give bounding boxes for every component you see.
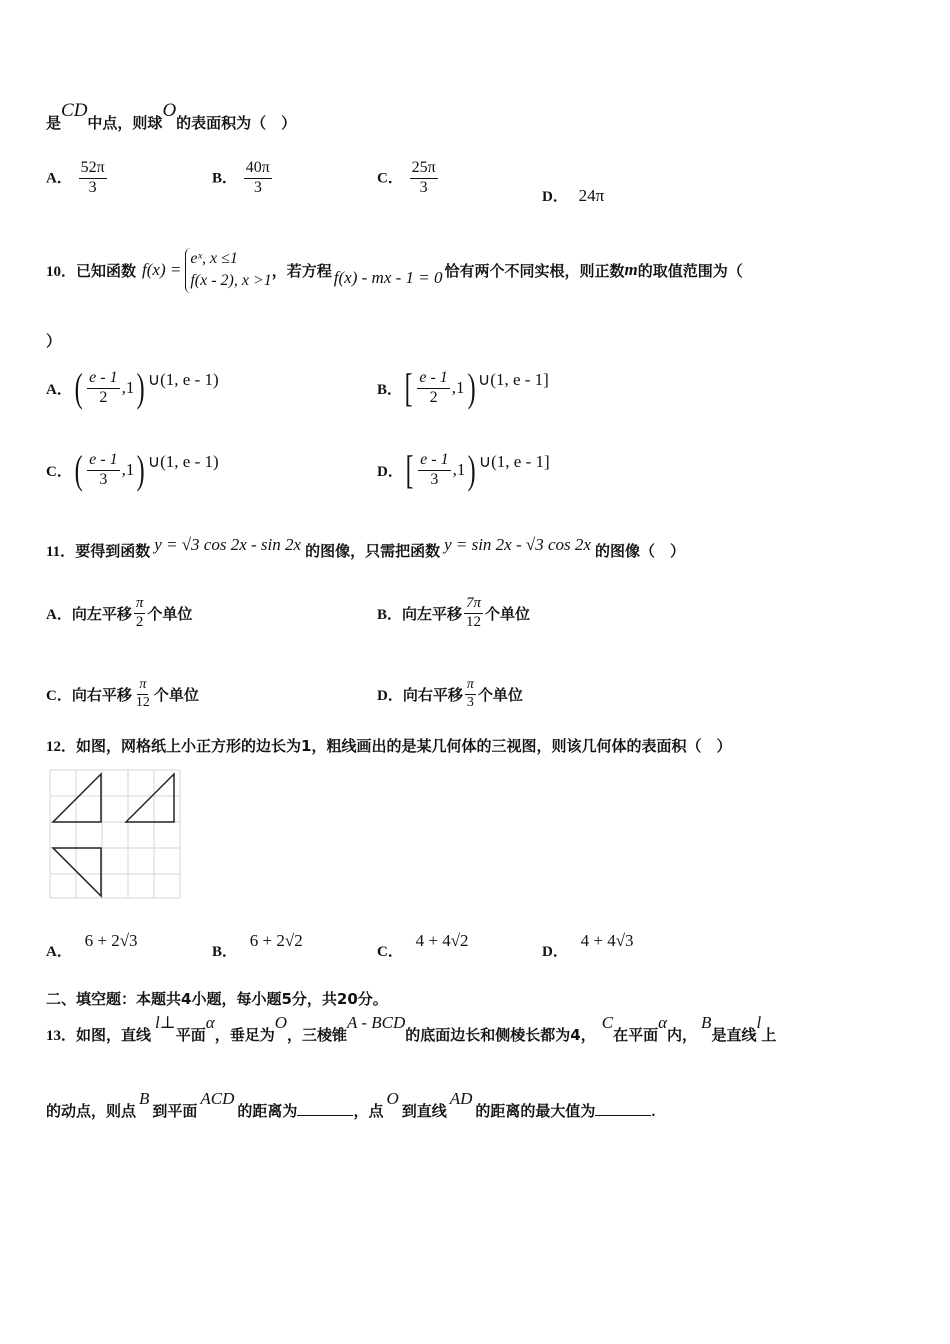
- numerator: π: [137, 678, 148, 695]
- union-part: ∪(1, e - 1): [147, 452, 219, 471]
- q13-var-acd: ACD: [200, 1089, 235, 1108]
- q13-var-b: B: [701, 1013, 712, 1032]
- q9-option-d: [542, 185, 604, 206]
- q13-var-alpha: α: [658, 1013, 668, 1032]
- question-number: 10．: [46, 263, 77, 280]
- option-label: D．: [542, 944, 568, 960]
- side-view-triangle: [126, 774, 174, 822]
- option-text-pre: 向右平移: [71, 685, 132, 704]
- option-value: 4 + 4√3: [580, 931, 634, 950]
- q13-text: 的动点，则点: [46, 1102, 137, 1120]
- fraction: [134, 678, 152, 710]
- option-label: A．: [46, 170, 72, 187]
- fraction: [410, 160, 438, 197]
- q13-perp-symbol: ⊥: [159, 1013, 176, 1032]
- q10-equation: f(x) - mx - 1 = 0: [333, 268, 443, 288]
- option-text-post: 个单位: [147, 604, 193, 623]
- q10-option-b: [377, 365, 549, 410]
- q13-text: 的距离的最大值为: [475, 1102, 596, 1120]
- denominator: 3: [253, 178, 262, 196]
- q13-var-b: B: [139, 1089, 150, 1108]
- option-label: B．: [377, 606, 403, 623]
- option-text-post: 个单位: [477, 685, 523, 704]
- q13-text: 的底面边长和侧棱长都为4，: [405, 1026, 596, 1044]
- numerator: e - 1: [87, 452, 119, 471]
- option-label: C．: [377, 944, 403, 960]
- top-view-triangle: [53, 848, 101, 896]
- q9-stem: [46, 100, 297, 134]
- union-part: ∪(1, e - 1]: [478, 452, 550, 471]
- fraction: [244, 160, 272, 197]
- denominator: 12: [466, 613, 482, 630]
- grid-lines: [50, 770, 180, 898]
- q11-text-3: 的图像（ ）: [594, 542, 685, 560]
- fraction: [417, 370, 449, 407]
- q10-stem: [46, 248, 743, 293]
- q13-text: 到直线: [401, 1102, 447, 1120]
- option-value: 6 + 2√2: [249, 931, 303, 950]
- q11-formula-2: y = sin 2x - √3 cos 2x: [444, 535, 591, 554]
- option-text-pre: 向左平移: [402, 604, 463, 623]
- fraction: [465, 678, 476, 710]
- q13-period: .: [651, 1104, 656, 1120]
- fraction: [464, 596, 483, 631]
- front-view-triangle: [53, 774, 101, 822]
- q13-text: ，三棱锥: [287, 1026, 348, 1044]
- q13-var-l: l: [756, 1013, 762, 1032]
- q10-option-d: [377, 447, 550, 492]
- q10-text-4: 的取值范围为（: [637, 261, 743, 280]
- section-2-heading: [46, 988, 388, 1009]
- q13-var-l: l: [155, 1013, 160, 1032]
- fraction: [134, 596, 146, 631]
- q13-text: 在平面: [613, 1026, 659, 1044]
- option-label: C．: [46, 687, 72, 704]
- q10-stem-close: [46, 330, 61, 351]
- q11-formula-1: y = √3 cos 2x - sin 2x: [154, 535, 302, 554]
- q13-text: 如图，直线: [76, 1026, 152, 1044]
- question-number: 12．: [46, 739, 77, 755]
- interval-end: ,1: [451, 378, 465, 397]
- union-part: ∪(1, e - 1): [147, 370, 219, 389]
- option-value: 4 + 4√2: [415, 931, 469, 950]
- q11-text-1: 要得到函数: [75, 542, 151, 560]
- q13-text: ，垂足为: [214, 1026, 275, 1044]
- q13-text: 到平面: [152, 1102, 198, 1120]
- q11-option-c: [46, 678, 199, 710]
- interval-end: ,1: [121, 460, 135, 479]
- answer-blank-1[interactable]: [297, 1115, 353, 1116]
- numerator: 52π: [79, 160, 107, 179]
- q13-var-abcd: A - BCD: [347, 1013, 406, 1032]
- q9-var-o: O: [162, 100, 177, 121]
- option-label: C．: [46, 463, 72, 480]
- fraction: [418, 452, 450, 489]
- right-bracket: ): [137, 447, 146, 492]
- answer-blank-2[interactable]: [595, 1115, 651, 1116]
- q13-stem-line-1: [46, 1013, 777, 1045]
- option-label: D．: [542, 189, 568, 205]
- left-bracket: (: [74, 365, 83, 410]
- q9-option-c: [377, 160, 440, 197]
- option-label: D．: [377, 463, 403, 480]
- option-label: A．: [46, 944, 72, 960]
- q13-text: 上: [761, 1026, 777, 1044]
- right-bracket: ): [468, 447, 477, 492]
- numerator: e - 1: [87, 370, 119, 389]
- q10-close-paren: ）: [46, 332, 62, 350]
- q12-option-c: [377, 930, 469, 960]
- q11-option-b: [377, 596, 530, 631]
- numerator: e - 1: [418, 452, 450, 471]
- option-text-pre: 向右平移: [402, 685, 463, 704]
- q9-option-b: [212, 160, 274, 197]
- piecewise-case-2: f(x - 2), x >1: [190, 272, 272, 290]
- q12-option-d: [542, 930, 634, 960]
- numerator: 7π: [464, 596, 483, 614]
- section-title: 二、填空题：本题共4小题，每小题5分，共20分。: [46, 990, 388, 1008]
- right-bracket: ): [137, 365, 146, 410]
- denominator: 3: [419, 178, 428, 196]
- denominator: 2: [99, 388, 108, 406]
- q9-text-1: 是: [46, 114, 62, 132]
- q13-text: 的距离为: [237, 1102, 298, 1120]
- question-number: 11．: [46, 544, 76, 560]
- q13-stem-line-2: [46, 1089, 656, 1121]
- denominator: 12: [135, 694, 150, 710]
- q10-text-1: 已知函数: [76, 261, 137, 280]
- interval: [72, 447, 219, 492]
- q9-text-3: 的表面积为（ ）: [176, 114, 297, 132]
- q9-text-2: 中点，则球: [87, 114, 163, 132]
- option-label: A．: [46, 381, 72, 398]
- q10-var-m: m: [624, 260, 638, 280]
- q13-var-alpha: α: [205, 1013, 215, 1032]
- left-bracket: [: [405, 447, 414, 492]
- q13-text: 是直线: [711, 1026, 757, 1044]
- option-label: B．: [212, 944, 238, 960]
- q13-text: 平面: [175, 1026, 206, 1044]
- q10-text-2: ，若方程: [271, 261, 332, 280]
- option-label: A．: [46, 606, 72, 623]
- q11-option-a: [46, 596, 192, 631]
- option-label: B．: [377, 381, 403, 398]
- option-text-post: 个单位: [153, 685, 199, 704]
- option-value: 24π: [578, 186, 605, 205]
- q12-option-a: [46, 930, 138, 960]
- piecewise-case-1: eˣ, x ≤1: [190, 250, 238, 267]
- option-label: D．: [377, 687, 403, 704]
- q10-option-a: [46, 365, 219, 410]
- denominator: 3: [466, 694, 474, 710]
- q13-var-ad: AD: [449, 1089, 473, 1108]
- fraction: [87, 452, 119, 489]
- fraction: [79, 160, 107, 197]
- q12-option-b: [212, 930, 303, 960]
- interval-end: ,1: [452, 460, 466, 479]
- question-number: 13．: [46, 1028, 77, 1044]
- union-part: ∪(1, e - 1]: [477, 370, 549, 389]
- numerator: π: [465, 678, 476, 695]
- option-value: 6 + 2√3: [84, 931, 138, 950]
- numerator: e - 1: [417, 370, 449, 389]
- interval: [403, 447, 550, 492]
- q13-var-o: O: [274, 1013, 288, 1032]
- q13-var-c: C: [601, 1013, 614, 1032]
- q10-option-c: [46, 447, 219, 492]
- option-text-post: 个单位: [485, 604, 531, 623]
- numerator: 40π: [244, 160, 272, 179]
- q9-var-cd: CD: [61, 100, 88, 121]
- interval: [402, 365, 549, 410]
- numerator: 25π: [410, 160, 438, 179]
- option-label: C．: [377, 170, 403, 187]
- denominator: 2: [135, 613, 144, 630]
- q9-option-a: [46, 160, 109, 197]
- q12-stem: [46, 735, 731, 756]
- fraction: [87, 370, 119, 407]
- interval: [72, 365, 219, 410]
- left-bracket: (: [74, 447, 83, 492]
- denominator: 3: [88, 178, 97, 196]
- q10-function-name: f(x) =: [142, 260, 182, 280]
- left-bracket: [: [404, 365, 413, 410]
- q13-var-o: O: [386, 1089, 399, 1108]
- option-label: B．: [212, 170, 238, 187]
- right-bracket: ): [467, 365, 476, 410]
- denominator: 3: [99, 470, 108, 488]
- q13-text: ，点: [353, 1102, 384, 1120]
- q11-option-d: [377, 678, 523, 710]
- q10-piecewise: [185, 248, 271, 293]
- numerator: π: [134, 596, 146, 614]
- interval-end: ,1: [121, 378, 135, 397]
- q13-text: 内，: [667, 1026, 698, 1044]
- option-text-pre: 向左平移: [71, 604, 132, 623]
- q12-text: 如图，网格纸上小正方形的边长为1，粗线画出的是某几何体的三视图，则该几何体的表面积（ ）: [76, 737, 732, 755]
- three-view-diagram: [46, 766, 184, 902]
- denominator: 3: [430, 470, 439, 488]
- q11-stem: [46, 535, 685, 561]
- q11-text-2: 的图像，只需把函数: [305, 542, 441, 560]
- denominator: 2: [429, 388, 438, 406]
- q10-text-3: 恰有两个不同实根，则正数: [444, 261, 625, 280]
